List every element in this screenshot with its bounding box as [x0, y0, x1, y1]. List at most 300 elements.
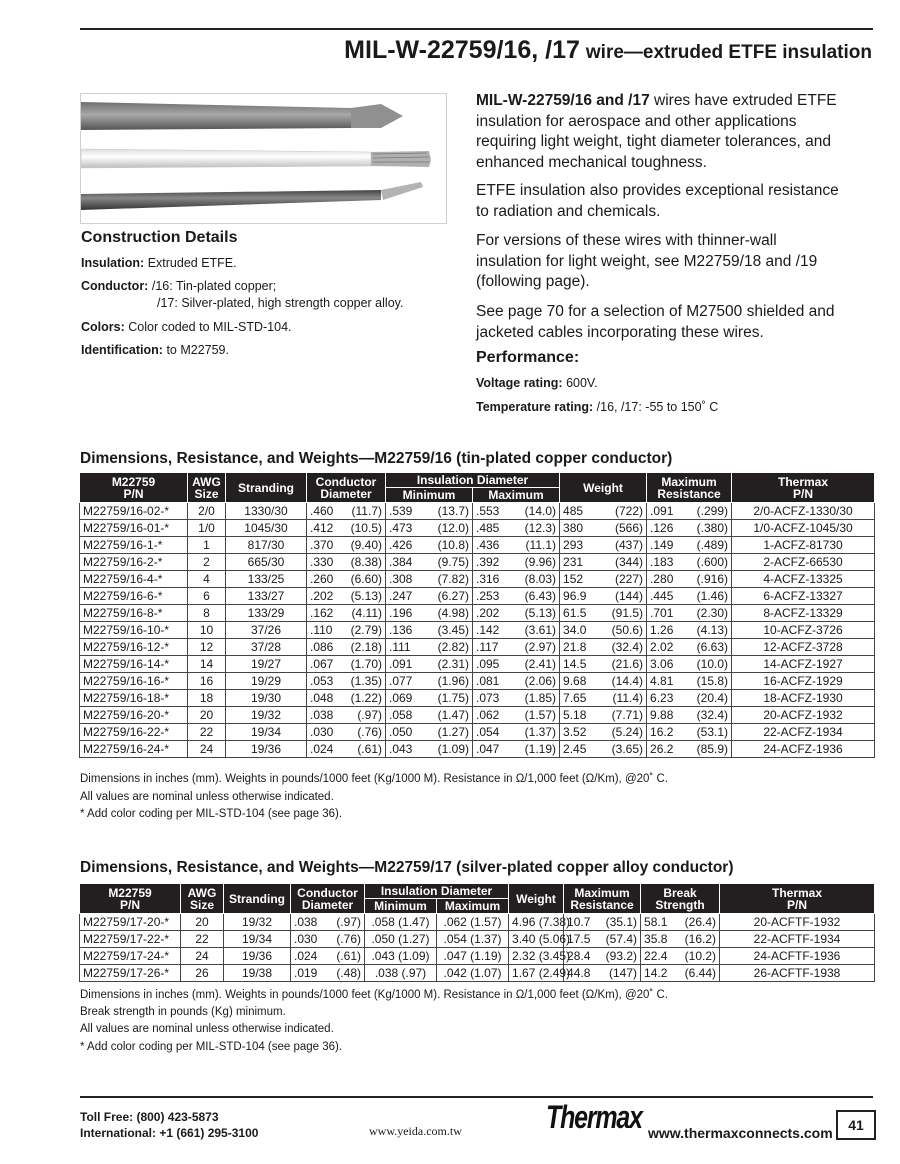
cell-stranding: 19/29: [226, 673, 307, 690]
cell-resistance: [647, 656, 732, 673]
cell-weight: [560, 588, 647, 605]
cell-conductor-diameter-mm: (.97): [357, 708, 382, 722]
cell-thermax-pn: 24-ACFZ-1936: [732, 741, 875, 758]
cell-break-strength-mm: (26.4): [684, 915, 717, 929]
page-number: 41: [836, 1110, 876, 1140]
cell-insulation-max-mm: (1.37): [524, 725, 557, 739]
cell-weight-in: 9.68: [563, 674, 587, 688]
cell-awg: 20: [181, 914, 224, 931]
t17-note-4: * Add color coding per MIL-STD-104 (see page 36).: [80, 1041, 343, 1053]
cell-insulation-min-mm: (10.8): [437, 538, 469, 552]
thermax-logo: Thermax: [546, 1099, 642, 1135]
intro-p3-l1: For versions of these wires with thinner-wall: [476, 232, 777, 249]
top-rule: [80, 28, 873, 30]
t16-col-stranding: Stranding: [226, 473, 307, 503]
t17-note-1: Dimensions in inches (mm). Weights in pounds/1000 feet (Kg/1000 M). Resistance in Ω/1,000 feet (Ω/Km), @20˚ C.: [80, 989, 668, 1001]
cell-part-number: M22759/16-4-*: [80, 571, 188, 588]
t16-cond-2: Diameter: [320, 486, 372, 501]
t16-col-ins-min: Minimum: [386, 488, 473, 503]
cell-weight-mm: (5.24): [611, 725, 644, 739]
cell-insulation-min-mm: (7.82): [437, 572, 469, 586]
table17: [79, 883, 875, 982]
cell-conductor-diameter-mm: (.48): [336, 966, 361, 980]
table-row: [80, 639, 875, 656]
cell-insulation-min-mm: (2.82): [437, 640, 469, 654]
cell-insulation-min-in: .043: [389, 742, 413, 756]
t16-thx-1: Thermax: [778, 474, 829, 489]
cell-resistance: [647, 537, 732, 554]
cell-insulation-max-mm: (8.03): [524, 572, 557, 586]
cell-thermax-pn: 10-ACFZ-3726: [732, 622, 875, 639]
cell-insulation-max-in: .202: [476, 606, 500, 620]
cell-insulation-max-mm: (11.1): [525, 538, 557, 552]
cell-stranding: 19/36: [224, 948, 291, 965]
cell-thermax-pn: 20-ACFTF-1932: [720, 914, 875, 931]
title-main: MIL-W-22759/16, /17: [344, 36, 580, 64]
intro-p1-l2: insulation for aerospace and other applications: [476, 112, 797, 130]
cell-resistance-in: 2.02: [650, 640, 674, 654]
cell-resistance-mm: (.489): [696, 538, 729, 552]
cell-awg: 24: [188, 741, 226, 758]
cell-conductor-diameter: [307, 537, 386, 554]
cell-resistance-in: 16.2: [650, 725, 674, 739]
cell-resistance-mm: (53.1): [696, 725, 729, 739]
cell-insulation-min: [386, 571, 473, 588]
cell-insulation-max-in: .392: [476, 555, 500, 569]
table-row: [80, 690, 875, 707]
cell-insulation-min: [386, 588, 473, 605]
cell-conductor-diameter-in: .024: [294, 949, 318, 963]
cell-weight-mm: (3.65): [611, 742, 644, 756]
cell-weight-mm: (14.4): [611, 674, 644, 688]
cell-resistance-mm: (35.1): [605, 915, 638, 929]
cell-conductor-diameter-in: .370: [310, 538, 334, 552]
intro-p2-l2: to radiation and chemicals.: [476, 202, 661, 220]
cell-conductor-diameter: [307, 724, 386, 741]
cell-insulation-min-mm: (12.0): [437, 521, 469, 535]
cell-thermax-pn: 2/0-ACFZ-1330/30: [732, 503, 875, 520]
cell-insulation-max-in: .316: [476, 572, 500, 586]
cell-weight: [560, 707, 647, 724]
cell-break-strength-in: 22.4: [644, 949, 668, 963]
cell-insulation-min-in: .473: [389, 521, 413, 535]
cell-resistance: [647, 503, 732, 520]
cell-insulation-min-in: .308: [389, 572, 413, 586]
cell-weight: [560, 571, 647, 588]
cell-resistance-in: 1.26: [650, 623, 674, 637]
cell-insulation-min: [386, 520, 473, 537]
cell-insulation-max-in: .054: [476, 725, 500, 739]
cell-weight-in: 231: [563, 555, 584, 569]
cell-insulation-max: [473, 571, 560, 588]
cell-insulation-max-in: .047: [476, 742, 500, 756]
cell-resistance-in: .183: [650, 555, 674, 569]
performance-heading: Performance:: [476, 349, 580, 366]
cell-break-strength: [641, 948, 720, 965]
cell-weight-mm: (437): [615, 538, 644, 552]
cell-part-number: M22759/16-1-*: [80, 537, 188, 554]
cell-stranding: 19/34: [226, 724, 307, 741]
cell-conductor-diameter-in: .162: [310, 606, 334, 620]
cell-awg: 10: [188, 622, 226, 639]
cell-insulation-max-mm: (2.06): [524, 674, 557, 688]
cell-resistance: [647, 707, 732, 724]
t16-col-conductor: [307, 473, 386, 503]
cell-part-number: M22759/16-16-*: [80, 673, 188, 690]
cell-insulation-max: [473, 537, 560, 554]
cell-part-number: M22759/16-01-*: [80, 520, 188, 537]
temperature-value: /16, /17: -55 to 150˚ C: [596, 400, 719, 414]
t16-col-insulation: Insulation Diameter: [386, 473, 560, 488]
intro-p1-l4: enhanced mechanical toughness.: [476, 153, 707, 171]
cell-resistance-mm: (147): [609, 966, 638, 980]
t16-note-2: All values are nominal unless otherwise indicated.: [80, 791, 334, 803]
table-row: [80, 520, 875, 537]
t16-thx-2: P/N: [793, 486, 814, 501]
wire-photo-svg: [81, 94, 446, 223]
cell-conductor-diameter-in: .053: [310, 674, 334, 688]
cell-weight-in: 7.65: [563, 691, 587, 705]
cell-awg: 24: [181, 948, 224, 965]
cell-stranding: 133/27: [226, 588, 307, 605]
cell-conductor-diameter-in: .038: [294, 915, 318, 929]
table-row: [80, 914, 875, 931]
cell-resistance-in: 4.81: [650, 674, 674, 688]
cell-insulation-min-mm: (9.75): [437, 555, 469, 569]
t17-col-awg: [181, 884, 224, 914]
cell-insulation-max-mm: (1.57): [524, 708, 557, 722]
cell-awg: 2: [188, 554, 226, 571]
cell-weight: [560, 537, 647, 554]
t16-col-ins-max: Maximum: [473, 488, 560, 503]
cell-weight-mm: (227): [615, 572, 644, 586]
cell-resistance-mm: (10.0): [696, 657, 729, 671]
cell-part-number: M22759/17-20-*: [80, 914, 181, 931]
cell-break-strength: [641, 914, 720, 931]
cell-stranding: 1045/30: [226, 520, 307, 537]
cell-conductor-diameter-mm: (.76): [336, 932, 361, 946]
cell-insulation-max: [473, 554, 560, 571]
cell-insulation-max: .042 (1.07): [437, 965, 509, 982]
cell-weight-mm: (344): [615, 555, 644, 569]
cell-conductor-diameter: [307, 673, 386, 690]
cell-awg: 2/0: [188, 503, 226, 520]
t17-brk-2: Strength: [655, 897, 705, 912]
intro-p1-l1: wires have extruded ETFE: [654, 92, 837, 109]
cell-thermax-pn: 4-ACFZ-13325: [732, 571, 875, 588]
cell-thermax-pn: 24-ACFTF-1936: [720, 948, 875, 965]
cell-conductor-diameter-mm: (.61): [357, 742, 382, 756]
cell-resistance-mm: (15.8): [696, 674, 729, 688]
cell-conductor-diameter-mm: (4.11): [351, 606, 382, 620]
t17-brk-1: Break: [663, 885, 697, 900]
cell-part-number: M22759/17-24-*: [80, 948, 181, 965]
t17-res-1: Maximum: [574, 885, 630, 900]
cell-stranding: 817/30: [226, 537, 307, 554]
cell-break-strength-mm: (6.44): [684, 966, 717, 980]
cell-break-strength: [641, 965, 720, 982]
cell-weight-in: 293: [563, 538, 584, 552]
cell-conductor-diameter: [307, 571, 386, 588]
table-row: [80, 588, 875, 605]
t16-col-thermax: [732, 473, 875, 503]
cell-insulation-min: [386, 503, 473, 520]
cell-conductor-diameter-in: .030: [294, 932, 318, 946]
cell-weight: [560, 690, 647, 707]
cell-resistance: [647, 571, 732, 588]
cell-awg: 1: [188, 537, 226, 554]
intro-p2: [476, 181, 876, 222]
construction-heading: Construction Details: [81, 229, 238, 246]
page-title: [344, 36, 872, 65]
cell-thermax-pn: 1/0-ACFZ-1045/30: [732, 520, 875, 537]
cell-part-number: M22759/16-8-*: [80, 605, 188, 622]
cell-resistance-in: 26.2: [650, 742, 674, 756]
cell-stranding: 19/38: [224, 965, 291, 982]
cell-insulation-max: .054 (1.37): [437, 931, 509, 948]
cell-part-number: M22759/16-02-*: [80, 503, 188, 520]
cell-insulation-min: [386, 639, 473, 656]
cell-awg: 22: [181, 931, 224, 948]
cell-conductor-diameter-mm: (9.40): [350, 538, 382, 552]
cell-conductor-diameter: [307, 622, 386, 639]
cell-conductor-diameter-in: .330: [310, 555, 334, 569]
cell-thermax-pn: 16-ACFZ-1929: [732, 673, 875, 690]
footer-url-yeida[interactable]: www.yeida.com.tw: [369, 1124, 462, 1138]
cell-conductor-diameter: [307, 690, 386, 707]
cell-resistance-mm: (6.63): [696, 640, 729, 654]
cell-insulation-max-in: .485: [476, 521, 500, 535]
t16-awg-1: AWG: [192, 474, 221, 489]
cell-insulation-max: [473, 707, 560, 724]
cell-insulation-min: [386, 707, 473, 724]
cell-stranding: 133/29: [226, 605, 307, 622]
cell-insulation-max: [473, 690, 560, 707]
cell-conductor-diameter-mm: (8.38): [350, 555, 382, 569]
cell-weight-mm: (11.4): [612, 691, 644, 705]
table-row: [80, 741, 875, 758]
cell-weight: 2.32 (3.45): [509, 948, 564, 965]
cell-resistance-in: 28.4: [567, 949, 591, 963]
cell-conductor-diameter-in: .412: [310, 521, 334, 535]
cell-insulation-min: [386, 673, 473, 690]
cell-resistance-mm: (20.4): [696, 691, 729, 705]
cell-insulation-min: [386, 741, 473, 758]
table-row: [80, 537, 875, 554]
cell-insulation-min-in: .539: [389, 504, 413, 518]
cell-stranding: 19/32: [226, 707, 307, 724]
cell-insulation-min-in: .069: [389, 691, 413, 705]
cell-thermax-pn: 20-ACFZ-1932: [732, 707, 875, 724]
cell-resistance-mm: (.380): [696, 521, 729, 535]
cell-conductor-diameter: [291, 931, 365, 948]
t16-col-resistance: [647, 473, 732, 503]
cell-stranding: 37/28: [226, 639, 307, 656]
cell-resistance-in: 6.23: [650, 691, 674, 705]
cell-insulation-min: [386, 656, 473, 673]
cell-weight-in: 3.52: [563, 725, 587, 739]
cell-conductor-diameter: [291, 948, 365, 965]
cell-weight-mm: (50.6): [611, 623, 644, 637]
t16-cond-1: Conductor: [315, 474, 377, 489]
cell-weight-mm: (32.4): [611, 640, 644, 654]
cell-conductor-diameter-mm: (6.60): [350, 572, 382, 586]
cell-insulation-min-mm: (1.09): [437, 742, 469, 756]
cell-weight: [560, 741, 647, 758]
cell-insulation-max-mm: (14.0): [524, 504, 557, 518]
table16: [79, 472, 875, 758]
cell-conductor-diameter-in: .067: [310, 657, 334, 671]
cell-weight-in: 61.5: [563, 606, 587, 620]
cell-insulation-max-mm: (2.97): [524, 640, 557, 654]
table-row: [80, 724, 875, 741]
cell-conductor-diameter-in: .086: [310, 640, 334, 654]
cell-part-number: M22759/16-10-*: [80, 622, 188, 639]
cell-insulation-min-mm: (6.27): [437, 589, 469, 603]
cell-break-strength-in: 58.1: [644, 915, 668, 929]
cell-resistance-mm: (4.13): [696, 623, 729, 637]
cell-insulation-min-mm: (1.75): [437, 691, 469, 705]
cell-conductor-diameter-mm: (10.5): [350, 521, 382, 535]
conductor-line: [81, 279, 276, 293]
t17-cond-2: Diameter: [301, 897, 354, 912]
cell-conductor-diameter-mm: (2.18): [350, 640, 382, 654]
cell-resistance-in: .126: [650, 521, 674, 535]
table17-title: Dimensions, Resistance, and Weights—M22759/17 (silver-plated copper alloy conductor): [80, 859, 734, 876]
cell-thermax-pn: 26-ACFTF-1938: [720, 965, 875, 982]
cell-weight-in: 14.5: [563, 657, 587, 671]
footer-url-thermax[interactable]: www.thermaxconnects.com: [648, 1125, 833, 1141]
cell-insulation-max-mm: (5.13): [524, 606, 557, 620]
cell-resistance: [647, 622, 732, 639]
t17-col-resistance: [564, 884, 641, 914]
cell-resistance-in: 9.88: [650, 708, 674, 722]
cell-resistance: [647, 673, 732, 690]
conductor-value-2: /17: Silver-plated, high strength copper alloy.: [157, 296, 404, 310]
conductor-value-1: /16: Tin-plated copper;: [151, 279, 277, 293]
cell-part-number: M22759/16-6-*: [80, 588, 188, 605]
cell-conductor-diameter-mm: (1.22): [350, 691, 382, 705]
table-row: [80, 965, 875, 982]
cell-weight: [560, 554, 647, 571]
cell-conductor-diameter-in: .038: [310, 708, 334, 722]
t17-pn-2: P/N: [119, 897, 140, 912]
cell-insulation-min: .043 (1.09): [365, 948, 437, 965]
cell-insulation-min-mm: (1.27): [437, 725, 469, 739]
identification-label: Identification:: [81, 343, 163, 357]
cell-insulation-min: [386, 605, 473, 622]
t17-col-stranding: Stranding: [224, 884, 291, 914]
voltage-line: [476, 376, 598, 390]
cell-awg: 6: [188, 588, 226, 605]
cell-weight-mm: (566): [615, 521, 644, 535]
t16-col-pn: [80, 473, 188, 503]
cell-thermax-pn: 2-ACFZ-66530: [732, 554, 875, 571]
t16-res-1: Maximum: [661, 474, 717, 489]
cell-insulation-min-mm: (1.47): [437, 708, 469, 722]
cell-resistance-mm: (93.2): [605, 949, 638, 963]
cell-conductor-diameter-in: .019: [294, 966, 318, 980]
cell-insulation-max-mm: (1.85): [524, 691, 557, 705]
cell-insulation-max-mm: (3.61): [524, 623, 557, 637]
cell-weight: 1.67 (2.49): [509, 965, 564, 982]
cell-thermax-pn: 14-ACFZ-1927: [732, 656, 875, 673]
intro-p2-l1: ETFE insulation also provides exceptional resistance: [476, 182, 839, 199]
cell-conductor-diameter-mm: (5.13): [350, 589, 382, 603]
wire-photo: [80, 93, 447, 224]
cell-resistance-in: 10.7: [567, 915, 591, 929]
identification-line: [81, 343, 229, 357]
insulation-value: Extruded ETFE.: [147, 256, 237, 270]
t17-col-insulation: Insulation Diameter: [365, 884, 509, 899]
t16-pn-1: M22759: [111, 474, 156, 489]
cell-part-number: M22759/16-14-*: [80, 656, 188, 673]
table-row: [80, 503, 875, 520]
cell-awg: 12: [188, 639, 226, 656]
cell-resistance-mm: (57.4): [605, 932, 638, 946]
cell-stranding: 19/30: [226, 690, 307, 707]
intro-p4: [476, 302, 876, 343]
table-row: [80, 948, 875, 965]
cell-conductor-diameter: [307, 554, 386, 571]
cell-stranding: 19/36: [226, 741, 307, 758]
identification-value: to M22759.: [166, 343, 229, 357]
cell-weight-mm: (91.5): [611, 606, 644, 620]
intro-p3: [476, 231, 876, 293]
cell-awg: 16: [188, 673, 226, 690]
cell-insulation-min: [386, 724, 473, 741]
cell-insulation-max: [473, 622, 560, 639]
cell-break-strength-in: 14.2: [644, 966, 668, 980]
insulation-label: Insulation:: [81, 256, 145, 270]
cell-resistance-in: 3.06: [650, 657, 674, 671]
cell-weight: 3.40 (5.06): [509, 931, 564, 948]
cell-weight: [560, 605, 647, 622]
cell-resistance: [647, 690, 732, 707]
table-row: [80, 656, 875, 673]
t16-pn-2: P/N: [123, 486, 144, 501]
cell-conductor-diameter-mm: (.76): [357, 725, 382, 739]
t17-col-conductor: [291, 884, 365, 914]
cell-insulation-max-in: .253: [476, 589, 500, 603]
cell-insulation-min: [386, 554, 473, 571]
cell-insulation-max-in: .142: [476, 623, 500, 637]
cell-thermax-pn: 22-ACFZ-1934: [732, 724, 875, 741]
temperature-label: Temperature rating:: [476, 400, 594, 414]
cell-awg: 4: [188, 571, 226, 588]
cell-weight: [560, 656, 647, 673]
cell-conductor-diameter-in: .048: [310, 691, 334, 705]
t16-note-1: Dimensions in inches (mm). Weights in pounds/1000 feet (Kg/1000 M). Resistance in Ω/1,000 feet (Ω/Km), @20˚ C.: [80, 773, 668, 785]
intro-p1-bold: MIL-W-22759/16 and /17: [476, 92, 650, 109]
cell-insulation-min-in: .247: [389, 589, 413, 603]
cell-conductor-diameter-mm: (.97): [336, 915, 361, 929]
cell-resistance-in: .149: [650, 538, 674, 552]
t17-col-ins-min: Minimum: [365, 899, 437, 914]
cell-insulation-min-in: .111: [389, 640, 411, 654]
cell-insulation-min: .038 (.97): [365, 965, 437, 982]
footer-international: International: +1 (661) 295-3100: [80, 1126, 259, 1140]
cell-resistance: [647, 724, 732, 741]
table-row: [80, 707, 875, 724]
cell-resistance: [564, 948, 641, 965]
t16-col-awg: [188, 473, 226, 503]
cell-weight-in: 34.0: [563, 623, 587, 637]
cell-insulation-min: .058 (1.47): [365, 914, 437, 931]
cell-conductor-diameter-mm: (.61): [336, 949, 361, 963]
cell-conductor-diameter-in: .110: [310, 623, 333, 637]
cell-insulation-max: .047 (1.19): [437, 948, 509, 965]
